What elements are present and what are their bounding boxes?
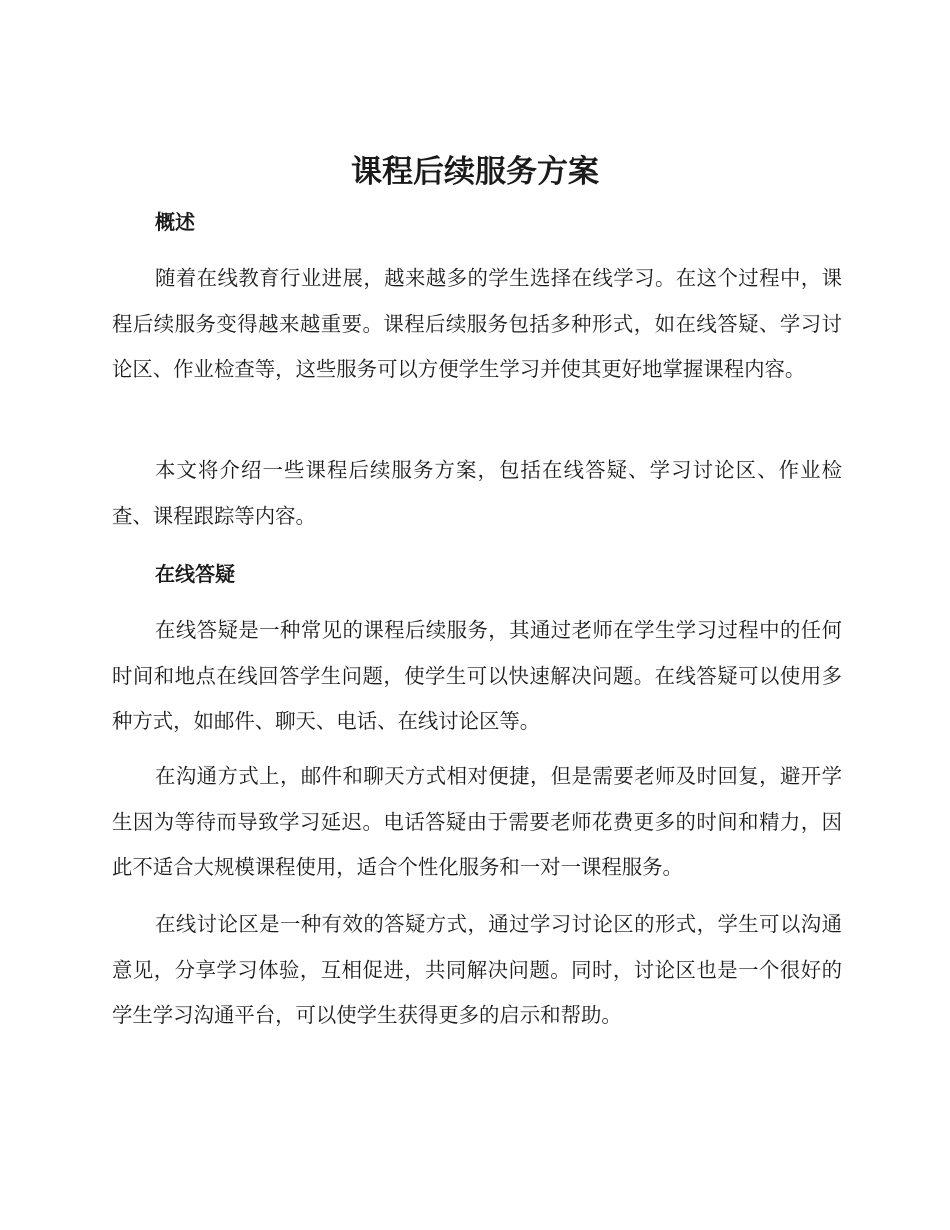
paragraph-online-qa-1: 在线答疑是一种常见的课程后续服务，其通过老师在学生学习过程中的任何时间和地点在线回答学生问题，使学生可以快速解决问题。在线答疑可以使用多种方式，如邮件、聊天、电话、在线讨论区等。 [112,618,842,733]
paragraph-overview-1: 随着在线教育行业进展，越来越多的学生选择在线学习。在这个过程中，课程后续服务变得越来越重要。课程后续服务包括多种形式，如在线答疑、学习讨论区、作业检查等，这些服务可以方便学生学习并使其更好地掌握课程内容。 [112,266,842,381]
section-heading-overview: 概述 [155,210,195,234]
paragraph-online-qa-2: 在沟通方式上，邮件和聊天方式相对便捷，但是需要老师及时回复，避开学生因为等待而导致学习延迟。电话答疑由于需要老师花费更多的时间和精力，因此不适合大规模课程使用，适合个性化服务和一对一课程服务。 [112,764,842,879]
paragraph-overview-2: 本文将介绍一些课程后续服务方案，包括在线答疑、学习讨论区、作业检查、课程跟踪等内容。 [112,458,842,528]
document-title: 课程后续服务方案 [351,154,599,190]
section-heading-online-qa: 在线答疑 [155,562,235,586]
paragraph-online-qa-3: 在线讨论区是一种有效的答疑方式，通过学习讨论区的形式，学生可以沟通意见，分享学习体验，互相促进，共同解决问题。同时，讨论区也是一个很好的学生学习沟通平台，可以使学生获得更多的启示和帮助。 [112,912,842,1027]
